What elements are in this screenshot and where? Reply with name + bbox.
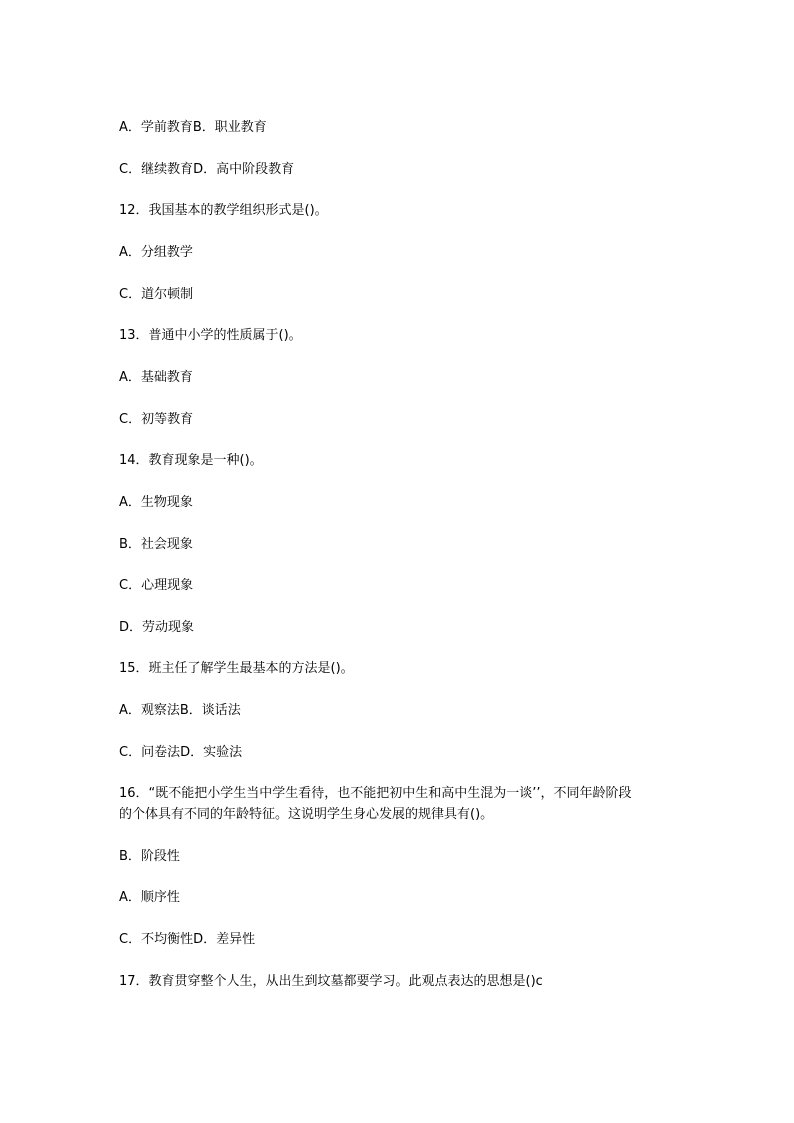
question-16-line-1: 16．“既不能把小学生当中学生看待，也不能把初中生和高中生混为一谈’’，不同年龄阶段: [119, 786, 632, 801]
option-line: A．生物现象: [119, 495, 193, 510]
question-13: 13．普通中小学的性质属于()。: [119, 328, 302, 343]
option-line: A．分组教学: [119, 245, 193, 260]
question-17: 17．教育贯穿整个人生，从出生到坟墓都要学习。此观点表达的思想是()c: [119, 974, 543, 989]
option-line: C．继续教育D．高中阶段教育: [119, 162, 295, 177]
option-line: C．初等教育: [119, 412, 194, 427]
option-line: C．问卷法D．实验法: [119, 745, 243, 760]
option-line: A．顺序性: [119, 890, 180, 905]
option-line: B．阶段性: [119, 849, 180, 864]
option-line: B．社会现象: [119, 537, 193, 552]
option-line: A．观察法B．谈话法: [119, 703, 241, 718]
option-line: A．基础教育: [119, 370, 193, 385]
option-line: D．劳动现象: [119, 620, 195, 635]
question-12: 12．我国基本的教学组织形式是()。: [119, 203, 328, 218]
question-16-line-2: 的个体具有不同的年龄特征。这说明学生身心发展的规律具有()。: [119, 807, 494, 822]
question-15: 15．班主任了解学生最基本的方法是()。: [119, 661, 354, 676]
question-14: 14．教育现象是一种()。: [119, 453, 263, 468]
option-line: C．心理现象: [119, 578, 194, 593]
option-line: A．学前教育B．职业教育: [119, 120, 267, 135]
option-line: C．不均衡性D．差异性: [119, 932, 256, 947]
option-line: C．道尔顿制: [119, 287, 194, 302]
